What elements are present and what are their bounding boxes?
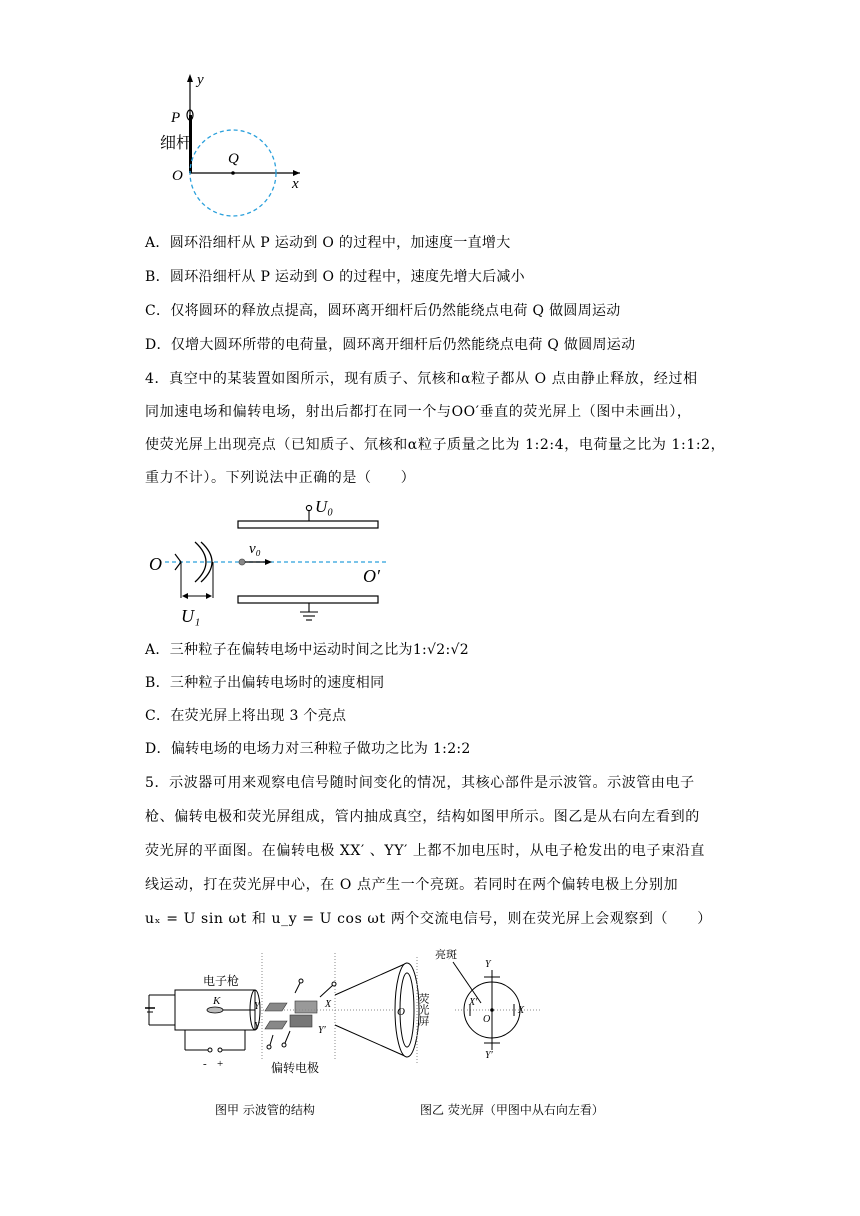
label-x: x	[292, 176, 299, 192]
q3-option-d: D．仅增大圆环所带的电荷量，圆环离开细杆后仍然能绕点电荷 Q 做圆周运动	[145, 337, 636, 353]
label-spot: 亮斑	[435, 949, 457, 961]
q3-option-a: A．圆环沿细杆从 P 运动到 O 的过程中，加速度一直增大	[145, 235, 511, 251]
label-o-left: O	[149, 554, 162, 574]
label-o-screen: O	[397, 1006, 405, 1018]
label-q: Q	[228, 151, 239, 167]
label-x-screen: X	[518, 1005, 525, 1016]
label-y: y	[197, 72, 204, 88]
q4-option-d: D．偏转电场的电场力对三种粒子做功之比为 1:2:2	[145, 741, 471, 757]
label-u1: U₁	[181, 606, 201, 626]
label-x-prime-screen: X′	[469, 997, 478, 1008]
q5-line-5: uₓ = U sin ωt 和 u_y = U cos ωt 两个交流电信号，则在荧光屏上会观察到（ ）	[145, 911, 712, 927]
label-plus: +	[217, 1058, 224, 1070]
upper-plate	[238, 521, 378, 528]
q5-line-4: 线运动，打在荧光屏中心，在 O 点产生一个亮斑。若同时在两个偏转电极上分别加	[145, 877, 679, 893]
q4-line-1: 4．真空中的某装置如图所示，现有质子、氘核和α粒子都从 O 点由静止释放，经过相	[145, 371, 698, 387]
q4-option-b: B．三种粒子出偏转电场时的速度相同	[145, 675, 385, 691]
label-x-plate: X	[325, 999, 332, 1010]
particle	[239, 559, 245, 565]
label-rod: 细杆	[160, 135, 193, 152]
q4-line-2: 同加速电场和偏转电场，射出后都打在同一个与OO′垂直的荧光屏上（图中未画出），	[145, 404, 692, 420]
label-minus: -	[203, 1058, 207, 1070]
q4-option-c: C．在荧光屏上将出现 3 个亮点	[145, 708, 347, 724]
figure-accelerator-deflector	[145, 490, 395, 630]
label-k: K	[213, 995, 221, 1007]
label-o: O	[172, 168, 183, 184]
caption-figure-a: 图甲 示波管的结构	[215, 1103, 315, 1117]
figure-rod-circle	[160, 70, 320, 220]
q5-line-3: 荧光屏的平面图。在偏转电极 XX′ 、YY′ 上都不加电压时，从电子枪发出的电子束沿直	[145, 843, 705, 859]
label-y-plate-2: Y	[254, 1021, 260, 1032]
label-y-plate: Y	[254, 1001, 260, 1012]
label-y-prime-plate: Y′	[318, 1025, 326, 1036]
label-gun: 电子枪	[203, 974, 240, 988]
label-u0: U₀	[315, 497, 334, 516]
point-charge-q	[231, 171, 235, 175]
label-electrodes: 偏转电极	[271, 1061, 320, 1075]
label-o-screen-view: O	[483, 1014, 491, 1025]
label-v0: v₀	[249, 541, 261, 557]
q4-line-3: 使荧光屏上出现亮点（已知质子、氘核和α粒子质量之比为 1:2:4，电荷量之比为 1:1:2，	[145, 437, 726, 453]
q5-line-2: 枪、偏转电极和荧光屏组成，管内抽成真空，结构如图甲所示。图乙是从右向左看到的	[145, 809, 700, 825]
label-y-screen: Y	[485, 959, 491, 970]
q4-line-4: 重力不计）。下列说法中正确的是（ ）	[145, 470, 416, 486]
q4-option-a: A．三种粒子在偏转电场中运动时间之比为1:√2:√2	[145, 642, 469, 658]
label-o-prime: O′	[363, 566, 380, 586]
lower-plate	[238, 596, 378, 603]
figure-crt-structure	[145, 945, 645, 1075]
label-y-prime-screen: Y′	[485, 1050, 493, 1061]
q5-line-1: 5．示波器可用来观察电信号随时间变化的情况，其核心部件是示波管。示波管由电子	[145, 775, 695, 791]
label-screen: 荧光屏	[417, 993, 429, 1026]
q3-option-c: C．仅将圆环的释放点提高，圆环离开细杆后仍然能绕点电荷 Q 做圆周运动	[145, 303, 621, 319]
caption-figure-b: 图乙 荧光屏（甲图中从右向左看）	[420, 1103, 604, 1117]
q3-option-b: B．圆环沿细杆从 P 运动到 O 的过程中，速度先增大后减小	[145, 269, 525, 285]
label-p: P	[171, 110, 181, 126]
